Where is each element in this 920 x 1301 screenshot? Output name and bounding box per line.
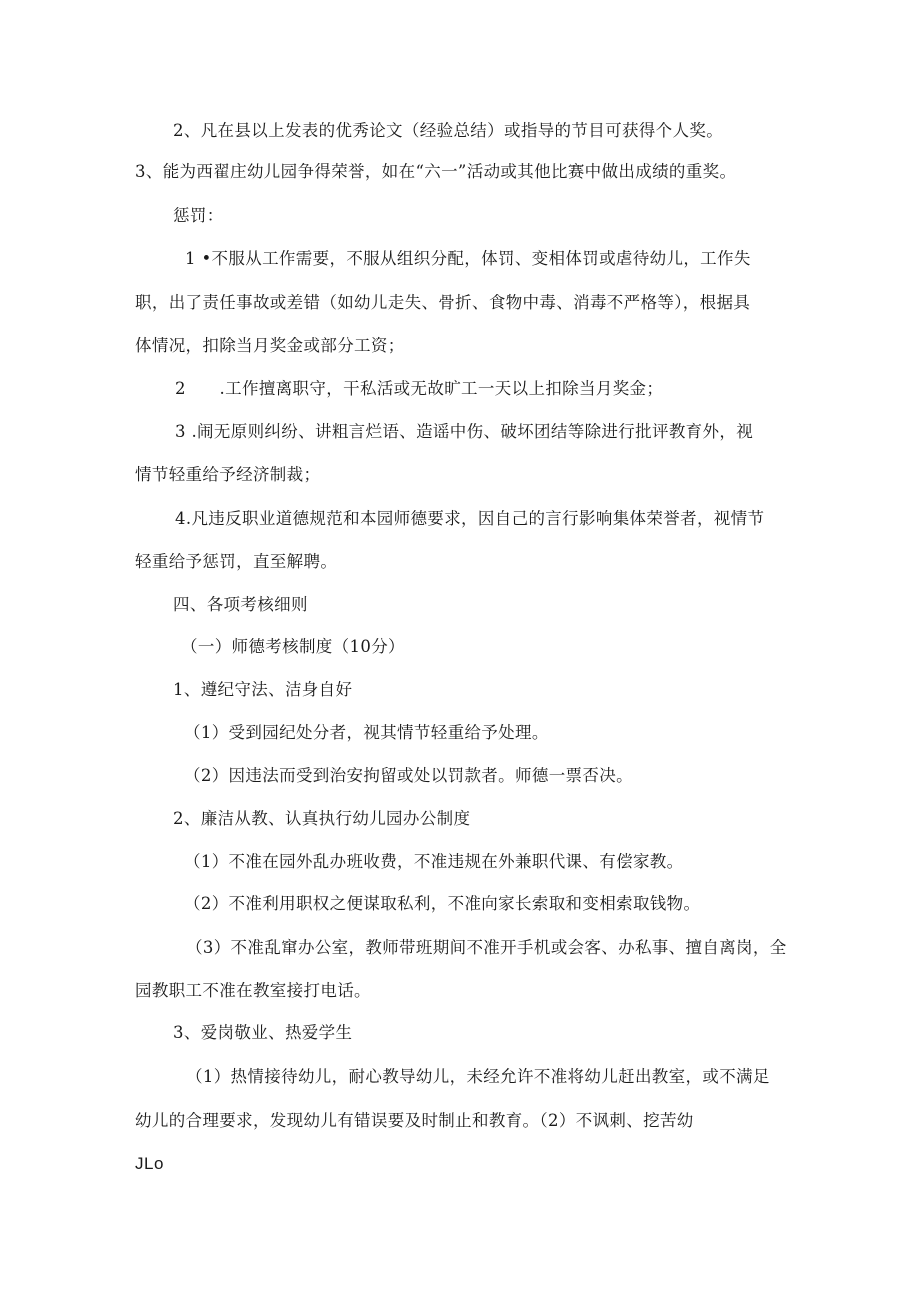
text-line-21: 园教职工不准在教室接打电话。 — [135, 981, 371, 1000]
text-line-7: 2 .工作擅离职守，干私活或无故旷工一天以上扣除当月奖金； — [175, 379, 664, 398]
text-line-6: 体情况，扣除当月奖金或部分工资； — [135, 336, 405, 355]
text-line-16: （2）因违法而受到治安拘留或处以罚款者。师德一票否决。 — [184, 766, 633, 785]
text-line-22: 3、爱岗敬业、热爱学生 — [173, 1023, 353, 1042]
page-footer-mark: JLo — [135, 1154, 164, 1173]
section-heading-assessment: 四、各项考核细则 — [173, 595, 308, 614]
text-line-20: （3）不准乱窜办公室，教师带班期间不准开手机或会客、办私事、擅自离岗，全 — [186, 938, 787, 957]
text-line-1: 2、凡在县以上发表的优秀论文（经验总结）或指导的节目可获得个人奖。 — [173, 121, 724, 140]
text-line-9: 情节轻重给予经济制裁； — [135, 465, 321, 484]
text-line-10: 4.凡违反职业道德规范和本园师德要求，因自己的言行影响集体荣誉者，视情节 — [175, 509, 765, 528]
text-line-15: （1）受到园纪处分者，视其情节轻重给予处理。 — [184, 723, 549, 742]
text-line-19: （2）不准利用职权之便谋取私利，不准向家长索取和变相索取钱物。 — [184, 894, 701, 913]
text-line-5: 职，出了责任事故或差错（如幼儿走失、骨折、食物中毒、消毒不严格等），根据具 — [135, 293, 751, 312]
text-line-23: （1）热情接待幼儿，耐心教导幼儿，未经允许不准将幼儿赶出教室，或不满足 — [186, 1067, 770, 1086]
text-line-11: 轻重给予惩罚，直至解聘。 — [135, 552, 338, 571]
text-line-4: 1 •不服从工作需要，不服从组织分配，体罚、变相体罚或虐待幼儿，工作失 — [185, 249, 751, 268]
text-line-2: 3、能为西翟庄幼儿园争得荣誉，如在“六一”活动或其他比赛中做出成绩的重奖。 — [135, 162, 737, 181]
text-line-8: 3 .闹无原则纠纷、讲粗言烂语、造谣中伤、破坏团结等除进行批评教育外，视 — [175, 422, 754, 441]
text-line-17: 2、廉洁从教、认真执行幼儿园办公制度 — [173, 809, 471, 828]
text-line-18: （1）不准在园外乱办班收费，不准违规在外兼职代课、有偿家教。 — [184, 852, 684, 871]
text-line-24: 幼儿的合理要求，发现幼儿有错误要及时制止和教育。（2）不讽刺、挖苦幼 — [135, 1111, 694, 1130]
subsection-heading-ethics: （一）师德考核制度（10分） — [181, 637, 405, 656]
text-line-14: 1、遵纪守法、洁身自好 — [173, 680, 353, 699]
section-heading-penalty: 惩罚： — [173, 206, 224, 225]
